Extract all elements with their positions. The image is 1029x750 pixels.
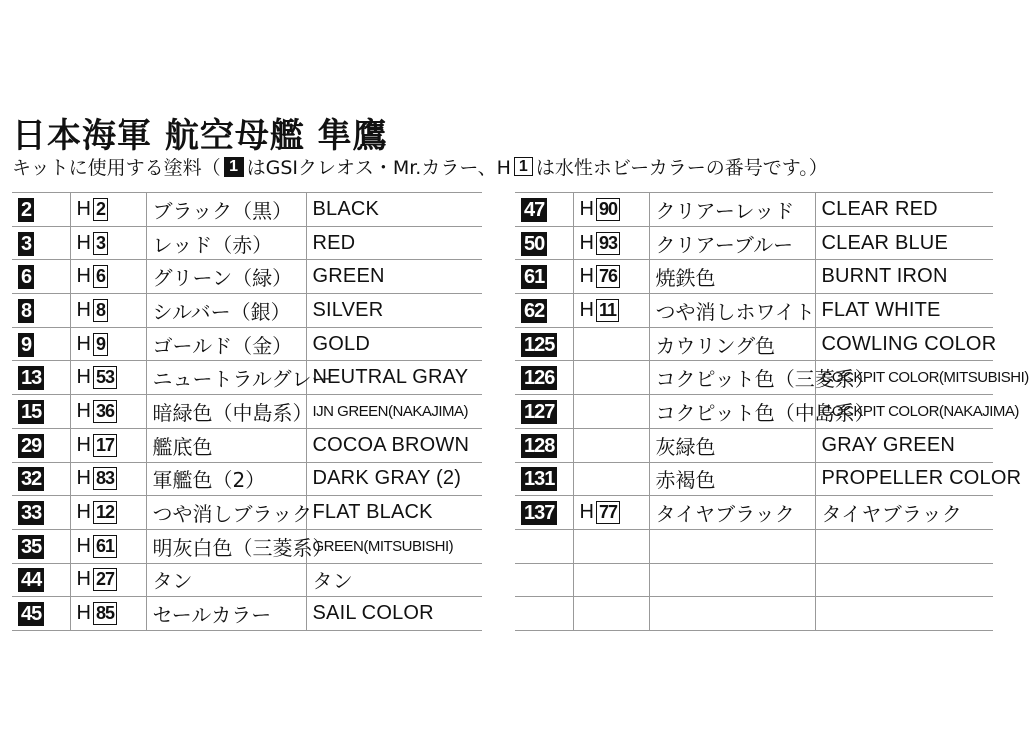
color-name-jp [649,563,815,597]
color-name-en [815,597,993,631]
aqueous-prefix: H [579,197,594,220]
aqueous-color-cell [573,496,649,530]
aqueous-color-cell [573,428,649,462]
aqueous-color-number: 53 [93,366,117,389]
aqueous-color-number: 27 [93,568,117,591]
color-name-jp: つや消しブラック [146,496,306,530]
mr-color-number: 13 [18,366,44,390]
mr-color-number: 47 [521,198,547,222]
color-name-en: GREEN [306,260,482,294]
mr-color-cell [12,260,70,294]
color-name-jp: 赤褐色 [649,462,815,496]
aqueous-color-number: 36 [93,400,117,423]
mr-color-cell [12,395,70,429]
mr-color-cell [12,462,70,496]
aqueous-prefix: H [579,265,594,288]
table-row [12,395,482,429]
subtitle-middle: はGSIクレオス・Mr.カラー、H [246,157,511,179]
table-row [515,294,993,328]
mr-color-number: 62 [521,299,547,323]
mr-color-cell [515,597,573,631]
subtitle-prefix: キットに使用する塗料（ [12,157,221,179]
aqueous-color-cell [573,462,649,496]
aqueous-color-number: 83 [93,467,117,490]
color-name-en: RED [306,226,482,260]
color-name-jp: つや消しホワイト [649,294,815,328]
aqueous-color-cell [573,226,649,260]
aqueous-color-number: 12 [93,501,117,524]
mr-color-number: 8 [18,299,34,323]
color-name-en: BURNT IRON [815,260,993,294]
table-row [12,462,482,496]
aqueous-color-badge-icon: 1 [514,157,533,176]
table-row [515,529,993,563]
aqueous-color-number: 2 [93,198,108,221]
aqueous-color-cell [70,260,146,294]
aqueous-prefix: H [76,534,91,557]
table-row [515,327,993,361]
aqueous-color-cell [573,529,649,563]
aqueous-color-cell [573,193,649,227]
color-name-en: COWLING COLOR [815,327,993,361]
aqueous-color-cell [573,395,649,429]
color-name-jp: ニュートラルグレー [146,361,306,395]
color-name-jp: ブラック（黒） [146,193,306,227]
aqueous-color-cell [70,597,146,631]
aqueous-color-number: 61 [93,535,117,558]
aqueous-color-number: 85 [93,602,117,625]
mr-color-cell [515,294,573,328]
aqueous-color-number: 9 [93,333,108,356]
aqueous-prefix: H [579,298,594,321]
aqueous-color-number: 93 [596,232,620,255]
color-name-jp: コクピット色（三菱系） [649,361,815,395]
color-name-jp [649,597,815,631]
mr-color-badge-icon: 1 [224,157,244,177]
mr-color-cell [12,529,70,563]
color-name-jp: クリアーブルー [649,226,815,260]
color-name-en: GREEN(MITSUBISHI) [306,529,482,563]
aqueous-color-cell [70,496,146,530]
aqueous-prefix: H [76,467,91,490]
mr-color-cell [515,529,573,563]
mr-color-number: 6 [18,265,34,289]
table-row [12,327,482,361]
mr-color-cell [515,193,573,227]
mr-color-number: 9 [18,333,34,357]
subtitle-suffix: は水性ホビーカラーの番号です。） [535,157,828,179]
mr-color-number: 15 [18,400,44,424]
mr-color-cell [12,294,70,328]
table-row [515,193,993,227]
color-name-jp: 焼鉄色 [649,260,815,294]
table-row [12,361,482,395]
mr-color-number: 44 [18,568,44,592]
aqueous-color-cell [70,294,146,328]
table-row [515,496,993,530]
aqueous-prefix: H [579,501,594,524]
aqueous-color-number: 17 [93,434,117,457]
aqueous-color-cell [573,327,649,361]
aqueous-prefix: H [76,568,91,591]
mr-color-number: 131 [521,467,557,491]
mr-color-number: 3 [18,232,34,256]
aqueous-prefix: H [76,399,91,422]
subtitle [12,153,828,180]
aqueous-color-cell [573,361,649,395]
color-name-en: CLEAR BLUE [815,226,993,260]
aqueous-prefix: H [76,298,91,321]
mr-color-number: 126 [521,366,557,390]
mr-color-cell [515,327,573,361]
aqueous-color-number: 11 [596,299,619,322]
mr-color-cell [12,361,70,395]
mr-color-cell [12,563,70,597]
mr-color-number: 61 [521,265,547,289]
aqueous-color-cell [70,428,146,462]
table-row [515,361,993,395]
mr-color-cell [12,597,70,631]
table-row [515,428,993,462]
color-name-jp: 暗緑色（中島系） [146,395,306,429]
color-name-jp [649,529,815,563]
table-row [515,260,993,294]
aqueous-color-number: 8 [93,299,108,322]
table-row [12,294,482,328]
mr-color-number: 35 [18,535,44,559]
aqueous-color-cell [70,226,146,260]
mr-color-cell [515,428,573,462]
color-name-en: タン [306,563,482,597]
mr-color-number: 33 [18,501,44,525]
table-row [515,597,993,631]
mr-color-number: 127 [521,400,557,424]
mr-color-cell [12,496,70,530]
color-name-en: FLAT WHITE [815,294,993,328]
aqueous-prefix: H [76,231,91,254]
color-name-en: NEUTRAL GRAY [306,361,482,395]
color-name-en: SAIL COLOR [306,597,482,631]
color-name-en: CLEAR RED [815,193,993,227]
mr-color-cell [515,226,573,260]
aqueous-color-number: 90 [596,198,620,221]
color-name-en: GOLD [306,327,482,361]
table-row [12,428,482,462]
mr-color-cell [515,462,573,496]
mr-color-number: 125 [521,333,557,357]
color-name-jp: レッド（赤） [146,226,306,260]
color-name-en: FLAT BLACK [306,496,482,530]
color-name-en: PROPELLER COLOR [815,462,993,496]
color-name-jp: 艦底色 [146,428,306,462]
table-row [12,597,482,631]
color-name-en: タイヤブラック [815,496,993,530]
aqueous-color-cell [70,327,146,361]
aqueous-prefix: H [579,231,594,254]
aqueous-color-cell [573,597,649,631]
mr-color-cell [515,361,573,395]
table-row [515,563,993,597]
table-row [515,462,993,496]
aqueous-prefix: H [76,602,91,625]
color-name-en: COCOA BROWN [306,428,482,462]
mr-color-cell [515,395,573,429]
color-name-jp: タイヤブラック [649,496,815,530]
color-name-en: COCKPIT COLOR(NAKAJIMA) [815,395,993,429]
paint-table-left [12,192,482,631]
color-name-en: SILVER [306,294,482,328]
color-name-jp: ゴールド（金） [146,327,306,361]
table-row [12,226,482,260]
color-name-jp: グリーン（緑） [146,260,306,294]
aqueous-color-number: 77 [596,501,620,524]
color-name-en [815,529,993,563]
color-name-en: GRAY GREEN [815,428,993,462]
table-row [12,529,482,563]
mr-color-number: 2 [18,198,34,222]
mr-color-number: 50 [521,232,547,256]
color-name-jp: セールカラー [146,597,306,631]
mr-color-number: 29 [18,434,44,458]
mr-color-cell [12,327,70,361]
mr-color-number: 45 [18,602,44,626]
color-name-jp: クリアーレッド [649,193,815,227]
color-name-jp: シルバー（銀） [146,294,306,328]
table-row [12,193,482,227]
aqueous-prefix: H [76,197,91,220]
mr-color-cell [12,193,70,227]
aqueous-prefix: H [76,332,91,355]
aqueous-color-cell [70,395,146,429]
aqueous-color-cell [70,563,146,597]
aqueous-color-cell [573,260,649,294]
color-name-en [815,563,993,597]
color-name-en: DARK GRAY (2) [306,462,482,496]
aqueous-color-number: 6 [93,265,108,288]
aqueous-color-number: 76 [596,265,620,288]
table-row [515,226,993,260]
aqueous-prefix: H [76,433,91,456]
table-row [12,260,482,294]
color-name-jp: タン [146,563,306,597]
aqueous-prefix: H [76,366,91,389]
color-name-jp: カウリング色 [649,327,815,361]
mr-color-cell [12,226,70,260]
color-name-en: IJN GREEN(NAKAJIMA) [306,395,482,429]
aqueous-prefix: H [76,265,91,288]
aqueous-color-number: 3 [93,232,108,255]
mr-color-cell [515,563,573,597]
aqueous-color-cell [70,361,146,395]
aqueous-color-cell [573,563,649,597]
mr-color-cell [515,496,573,530]
aqueous-prefix: H [76,501,91,524]
mr-color-number: 32 [18,467,44,491]
aqueous-color-cell [70,462,146,496]
color-name-jp: 軍艦色（2） [146,462,306,496]
page-title: 日本海軍 航空母艦 隼鷹 [12,116,388,156]
aqueous-color-cell [70,193,146,227]
paint-table-right [515,192,1029,631]
mr-color-number: 137 [521,501,557,525]
color-name-en: COCKPIT COLOR(MITSUBISHI) [815,361,993,395]
table-row [12,563,482,597]
color-name-en: BLACK [306,193,482,227]
table-row [515,395,993,429]
aqueous-color-cell [573,294,649,328]
mr-color-cell [12,428,70,462]
mr-color-cell [515,260,573,294]
color-name-jp: 灰緑色 [649,428,815,462]
color-name-jp: 明灰白色（三菱系） [146,529,306,563]
color-name-jp: コクピット色（中島系） [649,395,815,429]
aqueous-color-cell [70,529,146,563]
mr-color-number: 128 [521,434,557,458]
table-row [12,496,482,530]
